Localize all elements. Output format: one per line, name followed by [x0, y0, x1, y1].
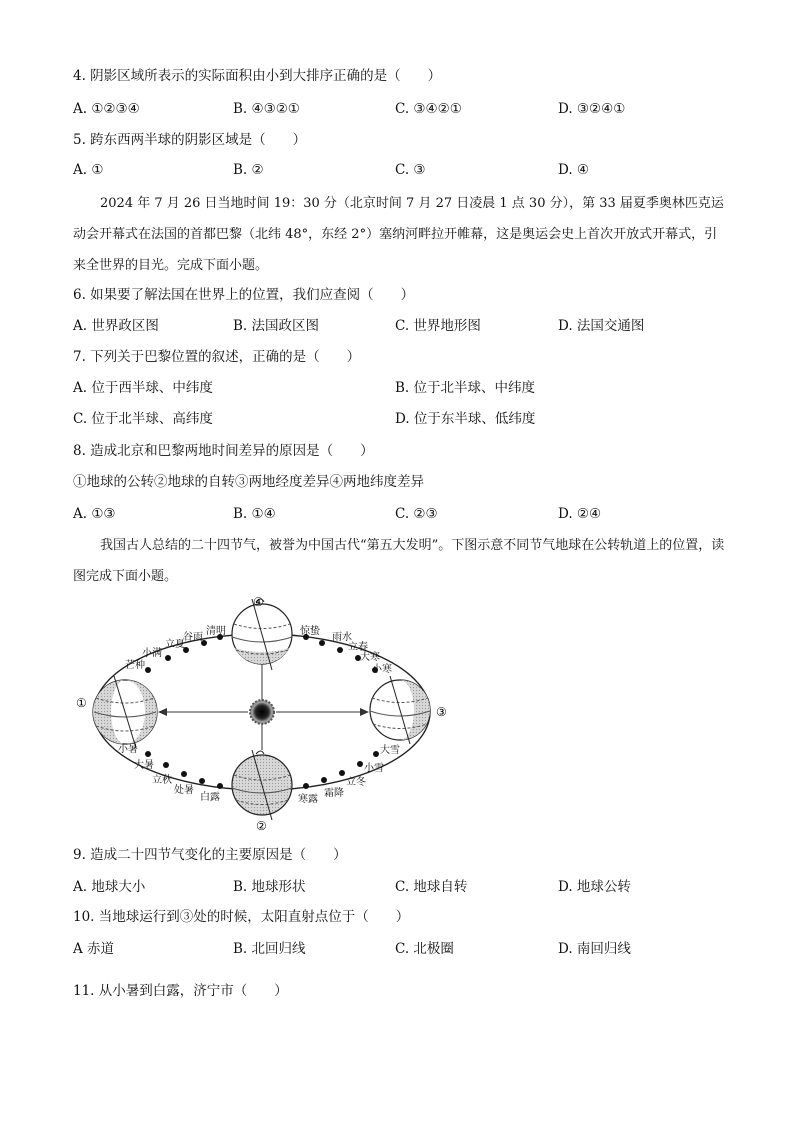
earth-position-2-globe	[232, 750, 292, 820]
q4-option-d[interactable]: D. ③②④①	[558, 101, 626, 117]
q10-option-a[interactable]: A 赤道	[73, 941, 115, 957]
term-lidong: 立冬	[346, 777, 366, 788]
term-xiaoman: 小满	[142, 648, 162, 659]
question-8-stem: 8. 造成北京和巴黎两地时间差异的原因是（ ）	[73, 443, 374, 459]
q5-option-d[interactable]: D. ④	[558, 162, 590, 178]
term-xiaoxue: 小雪	[364, 763, 384, 774]
passage-olympics: 2024 年 7 月 26 日当地时间 19：30 分（北京时间 7 月 27 日凌晨 1 点 30 分），第 33 届夏季奥林匹克运动会开幕式在法国的首都巴黎（北纬 48°，东经 2°）塞纳河畔拉开帷幕，这是奥运会史上首次开放式开幕式，引来全世界的目光。完成下面小题。	[73, 196, 724, 273]
position-label-4: ④	[253, 595, 264, 609]
term-guyu: 谷雨	[183, 632, 203, 643]
term-lichun: 立春	[348, 642, 368, 653]
term-dashu: 大暑	[134, 760, 154, 771]
question-10-stem: 10. 当地球运行到③处的时候，太阳直射点位于（ ）	[73, 909, 410, 925]
q7-option-d[interactable]: D. 位于东半球、低纬度	[395, 411, 536, 427]
question-7-stem: 7. 下列关于巴黎位置的叙述，正确的是（ ）	[73, 349, 361, 365]
position-label-2: ②	[256, 819, 267, 833]
q7-option-c[interactable]: C. 位于北半球、高纬度	[73, 411, 213, 427]
position-label-3: ③	[436, 705, 447, 719]
term-xiaohan: 小寒	[372, 664, 392, 675]
q9-option-a[interactable]: A. 地球大小	[73, 879, 146, 895]
term-mangzhong: 芒种	[125, 660, 145, 671]
term-lixia: 立夏	[165, 639, 185, 650]
q6-option-c[interactable]: C. 世界地形图	[395, 318, 481, 334]
q8-option-c[interactable]: C. ②③	[395, 506, 438, 522]
q8-statements: ①地球的公转②地球的自转③两地经度差异④两地纬度差异	[73, 474, 424, 490]
q5-option-c[interactable]: C. ③	[395, 162, 426, 178]
sun-icon	[250, 700, 274, 724]
q9-option-b[interactable]: B. 地球形状	[233, 879, 306, 895]
q7-option-a[interactable]: A. 位于西半球、中纬度	[73, 380, 213, 396]
q8-option-a[interactable]: A. ①③	[73, 506, 116, 522]
earth-position-4-globe	[232, 599, 292, 670]
q4-option-a[interactable]: A. ①②③④	[73, 101, 140, 117]
q4-option-b[interactable]: B. ④③②①	[233, 101, 300, 117]
term-yushui: 雨水	[332, 632, 352, 643]
q9-option-d[interactable]: D. 地球公转	[558, 879, 631, 895]
term-shuangjiang: 霜降	[324, 788, 344, 799]
term-daxue: 大雪	[380, 745, 400, 756]
term-xiaoshu: 小暑	[118, 744, 138, 755]
question-4-stem: 4. 阴影区域所表示的实际面积由小到大排序正确的是（ ）	[73, 68, 442, 84]
q8-option-d[interactable]: D. ②④	[558, 506, 602, 522]
q6-option-a[interactable]: A. 世界政区图	[73, 318, 159, 334]
q4-option-c[interactable]: C. ③④②①	[395, 101, 462, 117]
term-liqiu: 立秋	[152, 775, 172, 786]
passage-solar-terms: 我国古人总结的二十四节气，被誉为中国古代“第五大发明”。下图示意不同节气地球在公转轨道上的位置，读图完成下面小题。	[73, 538, 725, 584]
q7-option-b[interactable]: B. 位于北半球、中纬度	[395, 380, 536, 396]
solar-terms-orbit-diagram	[70, 590, 470, 840]
q6-option-b[interactable]: B. 法国政区图	[233, 318, 320, 334]
q5-option-a[interactable]: A. ①	[73, 162, 104, 178]
term-hanlu: 寒露	[298, 794, 318, 805]
q5-option-b[interactable]: B. ②	[233, 162, 264, 178]
question-6-stem: 6. 如果要了解法国在世界上的位置，我们应查阅（ ）	[73, 287, 415, 303]
q6-option-d[interactable]: D. 法国交通图	[558, 318, 645, 334]
q10-option-d[interactable]: D. 南回归线	[558, 941, 631, 957]
q8-option-b[interactable]: B. ①④	[233, 506, 276, 522]
q10-option-c[interactable]: C. 北极圈	[395, 941, 454, 957]
term-bailu: 白露	[200, 792, 220, 803]
position-label-1: ①	[76, 696, 87, 710]
term-dahan: 大寒	[360, 652, 380, 663]
question-11-stem: 11. 从小暑到白露，济宁市（ ）	[73, 983, 288, 999]
q10-option-b[interactable]: B. 北回归线	[233, 941, 306, 957]
term-jingzhe: 惊蛰	[300, 626, 320, 637]
question-5-stem: 5. 跨东西两半球的阴影区域是（ ）	[73, 132, 307, 148]
term-chushu: 处暑	[174, 785, 194, 796]
question-9-stem: 9. 造成二十四节气变化的主要原因是（ ）	[73, 847, 347, 863]
q9-option-c[interactable]: C. 地球自转	[395, 879, 468, 895]
term-qingming: 清明	[206, 626, 226, 637]
